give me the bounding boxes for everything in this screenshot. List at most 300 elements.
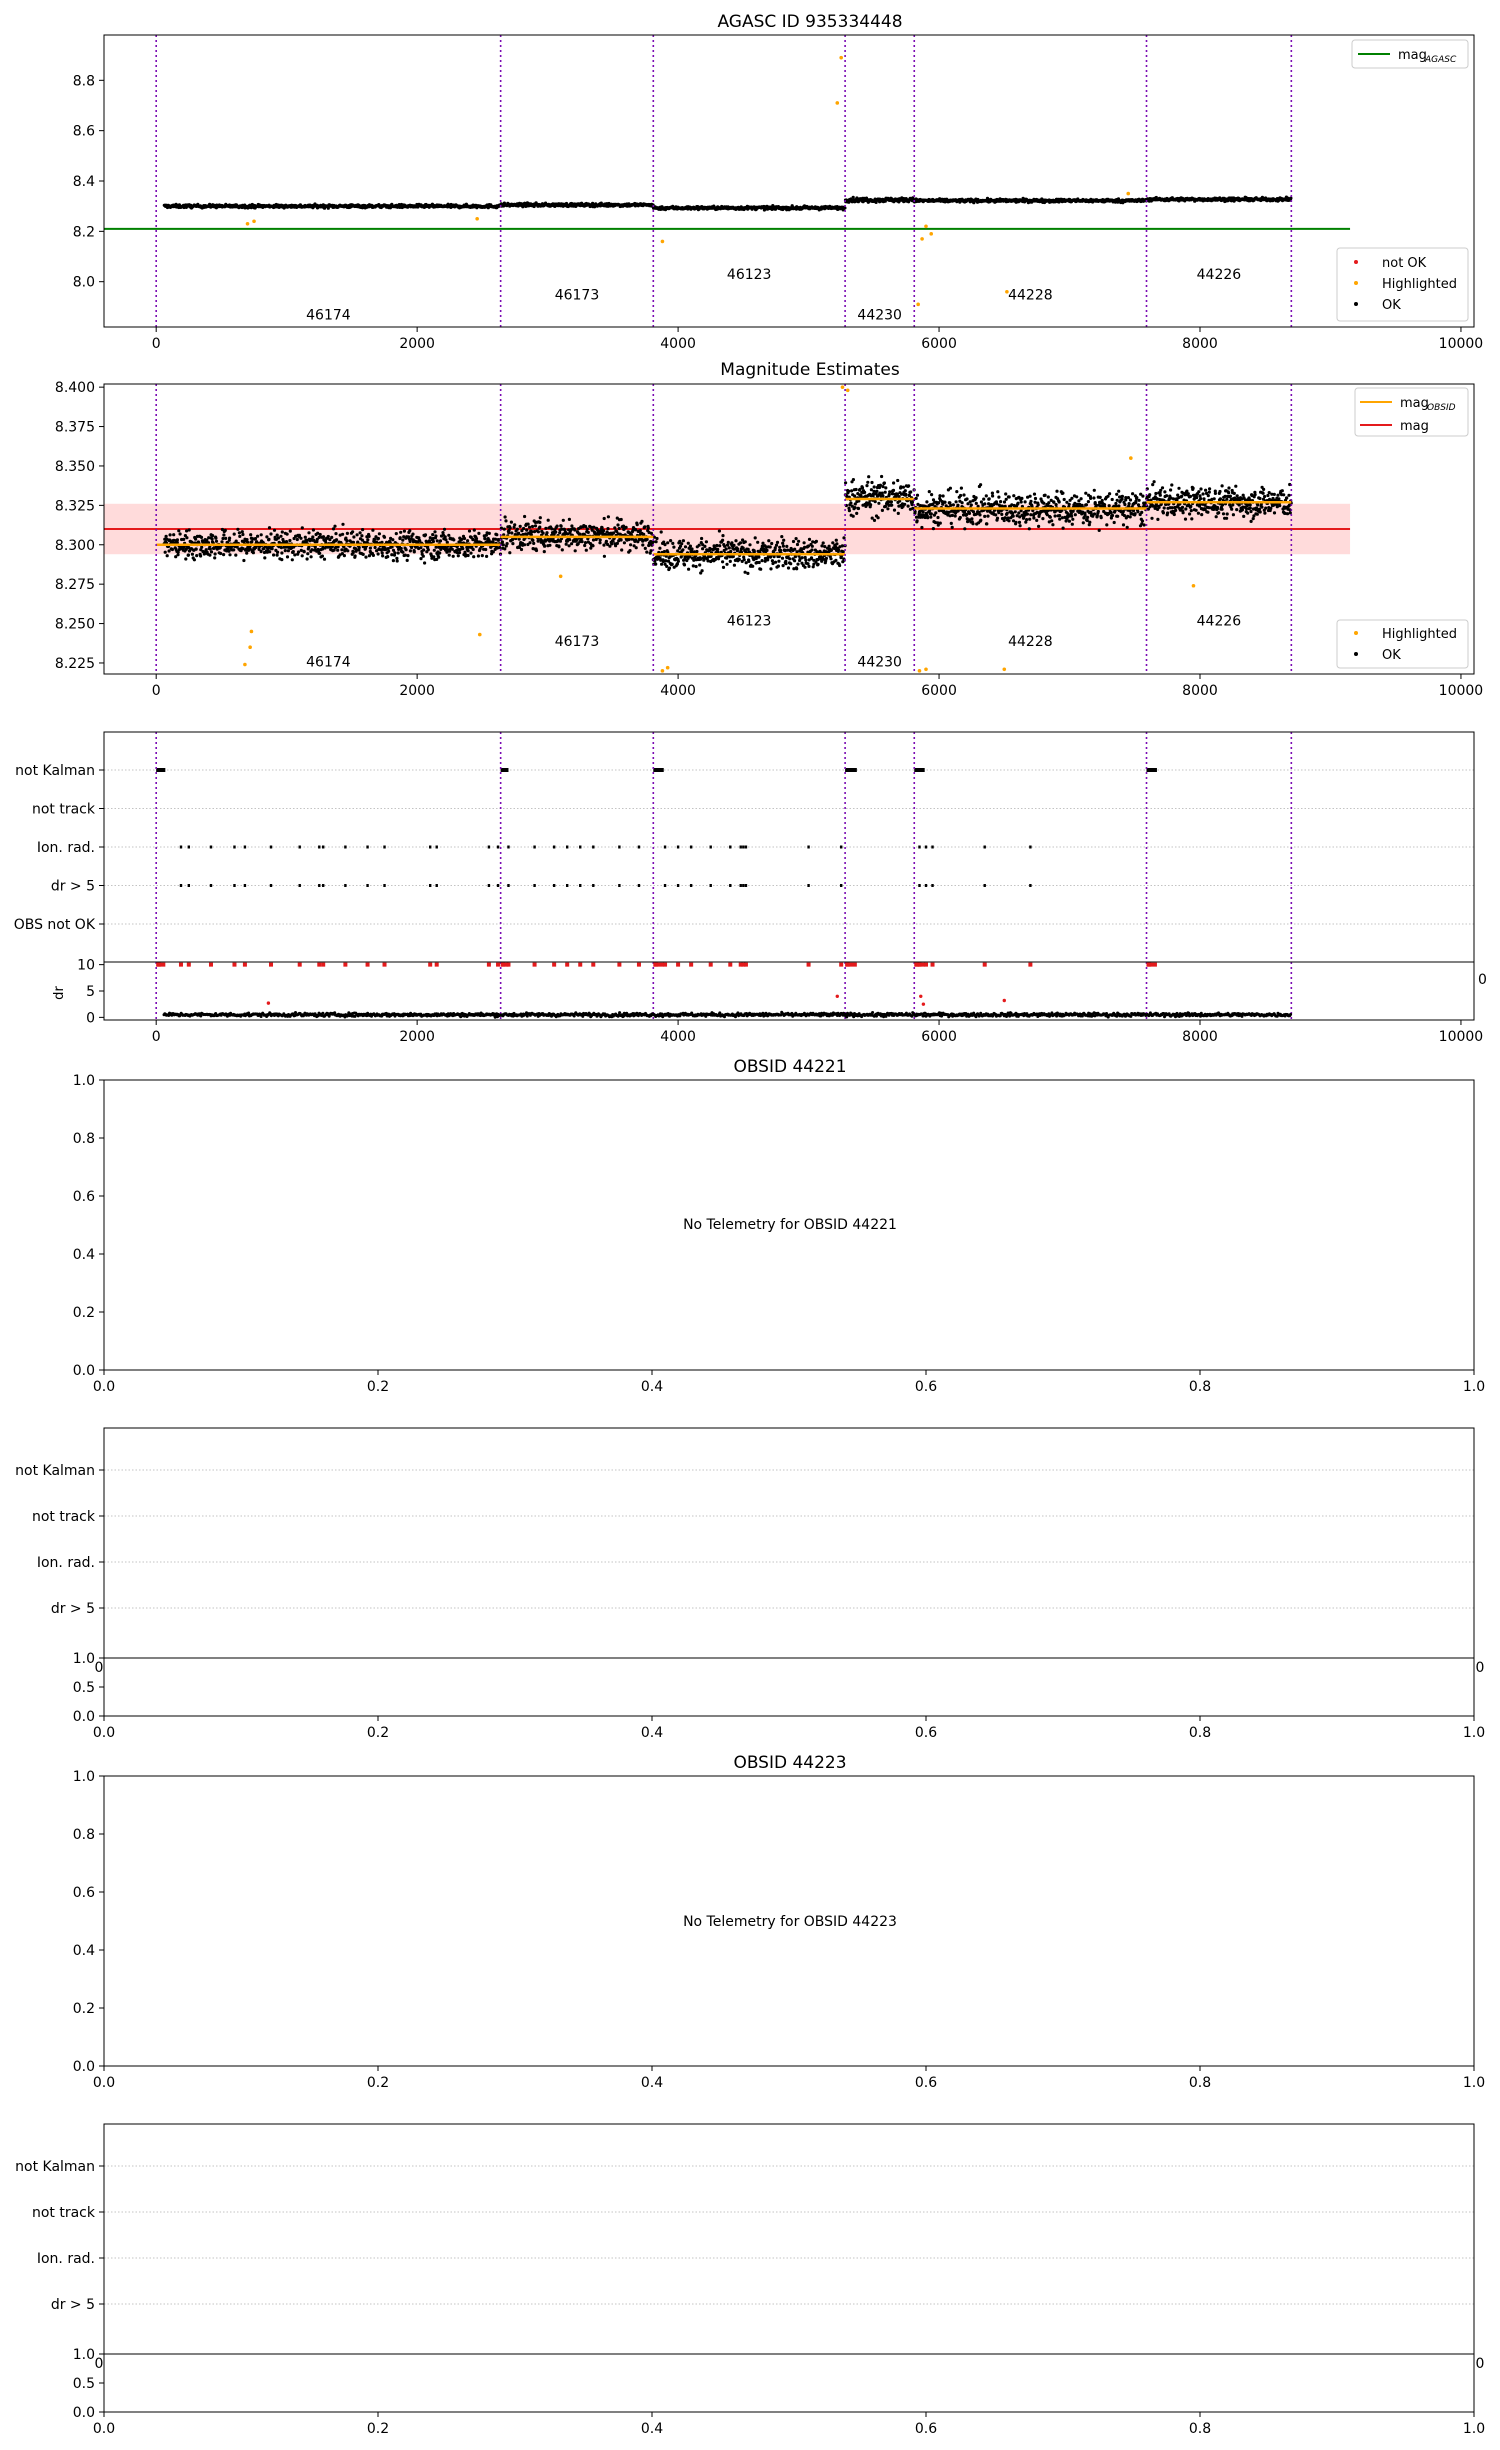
ok-point	[1105, 523, 1108, 526]
ok-point	[1232, 513, 1235, 516]
ok-point	[568, 538, 571, 541]
ok-point	[747, 560, 750, 563]
ok-point	[769, 567, 772, 570]
ok-point	[1114, 502, 1117, 505]
ok-point	[1054, 514, 1057, 517]
ok-point	[176, 538, 179, 541]
ok-point	[435, 546, 438, 549]
ok-point	[1113, 521, 1116, 524]
x-tick-label: 6000	[921, 336, 957, 352]
ok-point	[585, 549, 588, 552]
ok-point	[837, 548, 840, 551]
ok-point	[620, 548, 623, 551]
ok-point	[893, 509, 896, 512]
ok-point	[297, 550, 300, 553]
ok-point	[591, 544, 594, 547]
ok-point	[1177, 487, 1180, 490]
ok-point	[377, 537, 380, 540]
ok-point	[443, 528, 446, 531]
ok-point	[448, 554, 451, 557]
ok-point	[616, 523, 619, 526]
ok-point	[466, 539, 469, 542]
ok-point	[1046, 504, 1049, 507]
ok-point	[942, 494, 945, 497]
x-tick-label: 8000	[1182, 336, 1218, 352]
ok-point	[1111, 514, 1114, 517]
ok-point	[866, 481, 869, 484]
ok-point	[869, 503, 872, 506]
ok-point	[1093, 512, 1096, 515]
legend-highlighted-label: Highlighted	[1382, 277, 1457, 292]
ok-point	[1075, 495, 1078, 498]
ok-point	[1055, 503, 1058, 506]
ok-point	[292, 550, 295, 553]
ok-point	[1051, 523, 1054, 526]
ok-point	[472, 548, 475, 551]
ok-point	[642, 533, 645, 536]
ok-point	[232, 548, 235, 551]
ok-point	[1170, 483, 1173, 486]
ok-point	[934, 511, 937, 514]
ok-point	[815, 540, 818, 543]
ok-point	[286, 533, 289, 536]
ok-point	[715, 544, 718, 547]
ok-point	[468, 529, 471, 532]
ok-point	[1037, 525, 1040, 528]
ok-point	[1071, 518, 1074, 521]
ok-point	[171, 548, 174, 551]
ok-point	[701, 569, 704, 572]
ok-point	[1197, 490, 1200, 493]
ok-point	[962, 493, 965, 496]
ok-point	[1033, 493, 1036, 496]
ok-point	[361, 528, 364, 531]
ok-point	[318, 552, 321, 555]
ok-point	[222, 553, 225, 556]
ok-point	[926, 516, 929, 519]
ok-point	[655, 540, 658, 543]
ok-point	[228, 553, 231, 556]
ok-point	[602, 529, 605, 532]
ok-point	[408, 529, 411, 532]
ok-point	[1070, 497, 1073, 500]
ok-point	[844, 481, 847, 484]
ok-point	[543, 545, 546, 548]
ok-point	[969, 500, 972, 503]
ok-point	[930, 493, 933, 496]
ok-point	[1098, 529, 1101, 532]
ok-point	[431, 533, 434, 536]
ok-point	[359, 531, 362, 534]
ok-point	[1029, 500, 1032, 503]
ok-point	[677, 560, 680, 563]
ok-point	[669, 539, 672, 542]
ok-point	[528, 541, 531, 544]
ok-point	[562, 519, 565, 522]
ok-point	[687, 542, 690, 545]
ok-point	[200, 536, 203, 539]
ok-point	[1135, 496, 1138, 499]
ok-point	[1189, 495, 1192, 498]
ok-point	[269, 532, 272, 535]
ok-point	[872, 494, 875, 497]
ok-point	[970, 503, 973, 506]
ok-point	[834, 559, 837, 562]
ok-point	[444, 538, 447, 541]
ok-point	[811, 545, 814, 548]
obsid-label: 46174	[306, 307, 351, 324]
ok-point	[774, 561, 777, 564]
ok-point	[268, 550, 271, 553]
ok-point	[354, 554, 357, 557]
ok-point	[194, 538, 197, 541]
ok-point	[1074, 513, 1077, 516]
ok-point	[613, 526, 616, 529]
ok-point	[1197, 512, 1200, 515]
ok-point	[503, 547, 506, 550]
ok-point	[660, 530, 663, 533]
ok-point	[513, 523, 516, 526]
ok-point	[698, 563, 701, 566]
ok-point	[771, 559, 774, 562]
ok-point	[1158, 506, 1161, 509]
ok-point	[770, 542, 773, 545]
ok-point	[601, 526, 604, 529]
ok-point	[718, 529, 721, 532]
ok-point	[504, 519, 507, 522]
ok-point	[951, 514, 954, 517]
ok-point	[419, 546, 422, 549]
ok-point	[1115, 493, 1118, 496]
ok-point	[1014, 510, 1017, 513]
ok-point	[671, 542, 674, 545]
mag-estimates-panel	[55, 360, 1483, 699]
ok-point	[592, 538, 595, 541]
ok-point	[1227, 491, 1230, 494]
ok-point	[890, 504, 893, 507]
ok-point	[1068, 503, 1071, 506]
ok-point	[649, 549, 652, 552]
ok-point	[1234, 485, 1237, 488]
legend-not-ok-label: not OK	[1382, 256, 1427, 271]
ok-point	[312, 528, 315, 531]
ok-point	[439, 539, 442, 542]
ok-point	[467, 549, 470, 552]
ok-point	[982, 498, 985, 501]
ok-point	[1028, 527, 1031, 530]
ok-point	[751, 565, 754, 568]
ok-point	[447, 534, 450, 537]
ok-point	[214, 552, 217, 555]
ok-point	[432, 555, 435, 558]
ok-point	[952, 503, 955, 506]
ok-point	[1246, 511, 1249, 514]
ok-point	[1216, 506, 1219, 509]
ok-point	[963, 527, 966, 530]
ok-point	[381, 554, 384, 557]
ok-point	[1005, 498, 1008, 501]
ok-point	[1226, 512, 1229, 515]
ok-point	[1006, 516, 1009, 519]
ok-point	[672, 546, 675, 549]
ok-point	[458, 551, 461, 554]
ok-point	[241, 533, 244, 536]
ok-point	[781, 557, 784, 560]
ok-point	[1063, 498, 1066, 501]
ok-point	[1128, 502, 1131, 505]
ok-point	[1184, 507, 1187, 510]
ok-point	[881, 494, 884, 497]
x-tick-label: 4000	[660, 336, 696, 352]
ok-point	[289, 530, 292, 533]
ok-point	[1012, 494, 1015, 497]
ok-point	[288, 539, 291, 542]
ok-point	[1204, 489, 1207, 492]
ok-point	[1050, 519, 1053, 522]
ok-point	[457, 554, 460, 557]
ok-point	[689, 545, 692, 548]
ok-point	[360, 534, 363, 537]
ok-point	[219, 552, 222, 555]
ok-point	[884, 505, 887, 508]
ok-point	[1221, 503, 1224, 506]
ok-point	[695, 565, 698, 568]
ok-point	[164, 551, 167, 554]
ok-point	[1121, 498, 1124, 501]
ok-point	[560, 525, 563, 528]
ok-point	[544, 527, 547, 530]
ok-point	[598, 541, 601, 544]
ok-point	[517, 532, 520, 535]
ok-point	[558, 531, 561, 534]
ok-point	[1184, 518, 1187, 521]
ok-point	[793, 548, 796, 551]
ok-point	[228, 537, 231, 540]
ok-point	[523, 515, 526, 518]
x-tick-label: 10000	[1438, 336, 1484, 352]
ok-point	[252, 551, 255, 554]
highlighted-point	[661, 240, 665, 244]
ok-point	[1129, 498, 1132, 501]
ok-point	[1208, 487, 1211, 490]
ok-point	[427, 548, 430, 551]
ok-point	[395, 557, 398, 560]
ok-point	[1092, 496, 1095, 499]
ok-point	[256, 535, 259, 538]
ok-point	[1189, 505, 1192, 508]
ok-point	[531, 525, 534, 528]
ok-point	[335, 538, 338, 541]
ok-point	[276, 534, 279, 537]
ok-point	[884, 486, 887, 489]
ok-point	[419, 557, 422, 560]
y-tick-label: 8.4	[72, 174, 95, 190]
ok-point	[409, 549, 412, 552]
ok-point	[234, 554, 237, 557]
ok-point	[725, 563, 728, 566]
ok-point	[721, 539, 724, 542]
ok-point	[807, 565, 810, 568]
ok-point	[782, 545, 785, 548]
ok-point	[1231, 503, 1234, 506]
obsid-label: 44228	[1008, 287, 1053, 304]
ok-point	[1200, 513, 1203, 516]
ok-point	[695, 550, 698, 553]
ok-point	[265, 535, 268, 538]
ok-point	[681, 548, 684, 551]
ok-point	[852, 478, 855, 481]
ok-point	[1068, 520, 1071, 523]
ok-point	[861, 486, 864, 489]
ok-point	[658, 547, 661, 550]
ok-point	[422, 555, 425, 558]
ok-point	[797, 540, 800, 543]
ok-point	[341, 533, 344, 536]
ok-point	[620, 538, 623, 541]
ok-point	[867, 475, 870, 478]
highlighted-point	[475, 217, 479, 221]
ok-point	[1190, 509, 1193, 512]
ok-point	[744, 540, 747, 543]
ok-point	[1012, 515, 1015, 518]
ok-point	[1214, 492, 1217, 495]
ok-point	[1163, 506, 1166, 509]
ok-point	[386, 555, 389, 558]
ok-point	[195, 554, 198, 557]
ok-point	[323, 558, 326, 561]
highlighted-point	[929, 232, 933, 236]
ok-point	[391, 538, 394, 541]
obsid-label: 44230	[857, 307, 902, 324]
ok-point	[988, 497, 991, 500]
ok-point	[738, 558, 741, 561]
ok-point	[907, 505, 910, 508]
ok-point	[405, 548, 408, 551]
ok-point	[531, 539, 534, 542]
ok-point	[1100, 516, 1103, 519]
ok-point	[646, 538, 649, 541]
ok-point	[1225, 498, 1228, 501]
ok-point	[955, 490, 958, 493]
ok-point	[268, 526, 271, 529]
ok-point	[1071, 523, 1074, 526]
ok-point	[438, 551, 441, 554]
ok-point	[579, 533, 582, 536]
ok-point	[185, 536, 188, 539]
ok-point	[332, 527, 335, 530]
ok-point	[1032, 516, 1035, 519]
ok-point	[570, 542, 573, 545]
ok-point	[949, 504, 952, 507]
ok-point	[311, 535, 314, 538]
ok-point	[293, 553, 296, 556]
ok-point	[1172, 497, 1175, 500]
ok-point	[1180, 495, 1183, 498]
ok-point	[1058, 500, 1061, 503]
ok-point	[1034, 497, 1037, 500]
ok-point	[473, 529, 476, 532]
ok-point	[220, 540, 223, 543]
ok-point	[975, 502, 978, 505]
ok-point	[399, 531, 402, 534]
ok-point	[1188, 512, 1191, 515]
ok-point	[249, 533, 252, 536]
ok-point	[211, 537, 214, 540]
ok-point	[599, 538, 602, 541]
ok-point	[777, 565, 780, 568]
ok-point	[1202, 497, 1205, 500]
ok-point	[565, 543, 568, 546]
ok-point	[822, 541, 825, 544]
ok-point	[1094, 501, 1097, 504]
ok-point	[1140, 511, 1143, 514]
ok-point	[892, 489, 895, 492]
ok-point	[777, 560, 780, 563]
ok-point	[511, 542, 514, 545]
ok-point	[187, 553, 190, 556]
ok-point	[475, 537, 478, 540]
ok-point	[245, 552, 248, 555]
ok-point	[280, 551, 283, 554]
ok-point	[733, 564, 736, 567]
highlighted-point	[839, 56, 843, 60]
ok-point	[1129, 515, 1132, 518]
ok-point	[534, 524, 537, 527]
ok-point	[1000, 513, 1003, 516]
ok-point	[1003, 519, 1006, 522]
ok-point	[1089, 497, 1092, 500]
ok-point	[1161, 486, 1164, 489]
ok-point	[660, 563, 663, 566]
ok-point	[883, 481, 886, 484]
ok-point	[272, 553, 275, 556]
ok-point	[1215, 515, 1218, 518]
ok-point	[961, 501, 964, 504]
ok-point	[730, 541, 733, 544]
ok-point	[543, 550, 546, 553]
ok-point	[528, 526, 531, 529]
ok-point	[849, 501, 852, 504]
ok-point	[378, 532, 381, 535]
ok-point	[1003, 500, 1006, 503]
ok-point	[725, 547, 728, 550]
ok-point	[538, 526, 541, 529]
ok-point	[1042, 502, 1045, 505]
agasc-mag-panel	[73, 12, 1483, 352]
ok-point	[778, 546, 781, 549]
ok-point	[888, 490, 891, 493]
ok-point	[377, 552, 380, 555]
ok-point	[1108, 492, 1111, 495]
ok-point	[397, 551, 400, 554]
ok-point	[452, 538, 455, 541]
ok-point	[351, 530, 354, 533]
ok-point	[1225, 517, 1228, 520]
ok-point	[1230, 508, 1233, 511]
ok-point	[211, 534, 214, 537]
ok-point	[761, 559, 764, 562]
ok-point	[432, 540, 435, 543]
agasc-legend-top	[1352, 40, 1468, 68]
ok-point	[1162, 511, 1165, 514]
ok-point	[195, 548, 198, 551]
agasc-legend-bottom	[1337, 248, 1468, 321]
ok-point	[853, 506, 856, 509]
ok-point	[1165, 494, 1168, 497]
ok-point	[1088, 521, 1091, 524]
ok-point	[734, 539, 737, 542]
ok-point	[301, 554, 304, 557]
